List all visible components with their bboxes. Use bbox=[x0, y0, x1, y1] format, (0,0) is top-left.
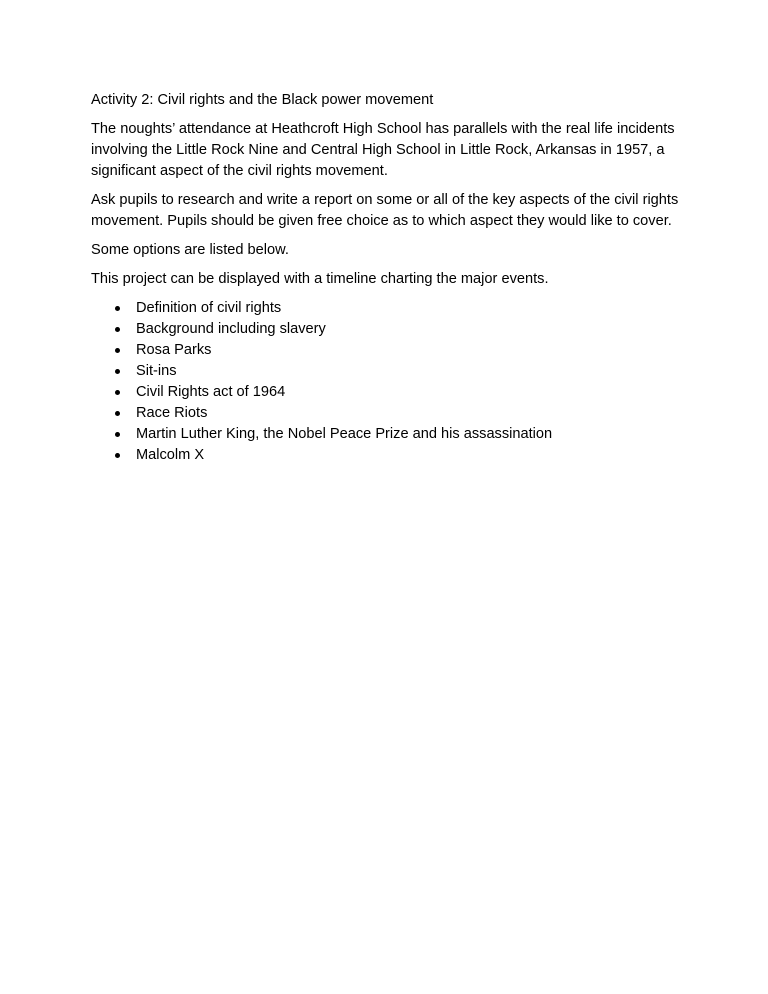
bullet-icon bbox=[115, 432, 120, 437]
list-item-text: Malcolm X bbox=[136, 447, 205, 463]
list-item-text: Background including slavery bbox=[136, 321, 326, 337]
list-item bbox=[91, 403, 691, 424]
bullet-icon bbox=[115, 453, 120, 458]
options-list bbox=[91, 298, 691, 466]
bullet-icon bbox=[115, 348, 120, 353]
list-item-text: Rosa Parks bbox=[136, 342, 212, 358]
list-item-text: Race Riots bbox=[136, 405, 208, 421]
list-item bbox=[91, 445, 691, 466]
list-item-text: Sit-ins bbox=[136, 363, 177, 379]
list-item bbox=[91, 361, 691, 382]
list-item bbox=[91, 382, 691, 403]
document-body bbox=[91, 90, 691, 466]
paragraph-context: The noughts’ attendance at Heathcroft High School has parallels with the real life incidents involving the Little Rock Nine and Central High School in Little Rock, Arkansas in 1957, a significant aspect of the civil rights movement. bbox=[91, 121, 675, 179]
bullet-icon bbox=[115, 390, 120, 395]
paragraph-instructions: Ask pupils to research and write a report on some or all of the key aspects of the civil rights movement. Pupils should be given free choice as to which aspect they would like to cover. bbox=[91, 192, 679, 229]
bullet-icon bbox=[115, 411, 120, 416]
list-item bbox=[91, 319, 691, 340]
list-item-text: Definition of civil rights bbox=[136, 300, 282, 316]
paragraph-timeline-note: This project can be displayed with a timeline charting the major events. bbox=[91, 271, 549, 287]
bullet-icon bbox=[115, 369, 120, 374]
list-item-text: Civil Rights act of 1964 bbox=[136, 384, 286, 400]
list-item bbox=[91, 298, 691, 319]
list-item bbox=[91, 424, 691, 445]
activity-heading: Activity 2: Civil rights and the Black power movement bbox=[91, 92, 434, 108]
paragraph-options-intro: Some options are listed below. bbox=[91, 242, 289, 258]
list-item bbox=[91, 340, 691, 361]
list-item-text: Martin Luther King, the Nobel Peace Prize and his assassination bbox=[136, 426, 553, 442]
bullet-icon bbox=[115, 327, 120, 332]
bullet-icon bbox=[115, 306, 120, 311]
